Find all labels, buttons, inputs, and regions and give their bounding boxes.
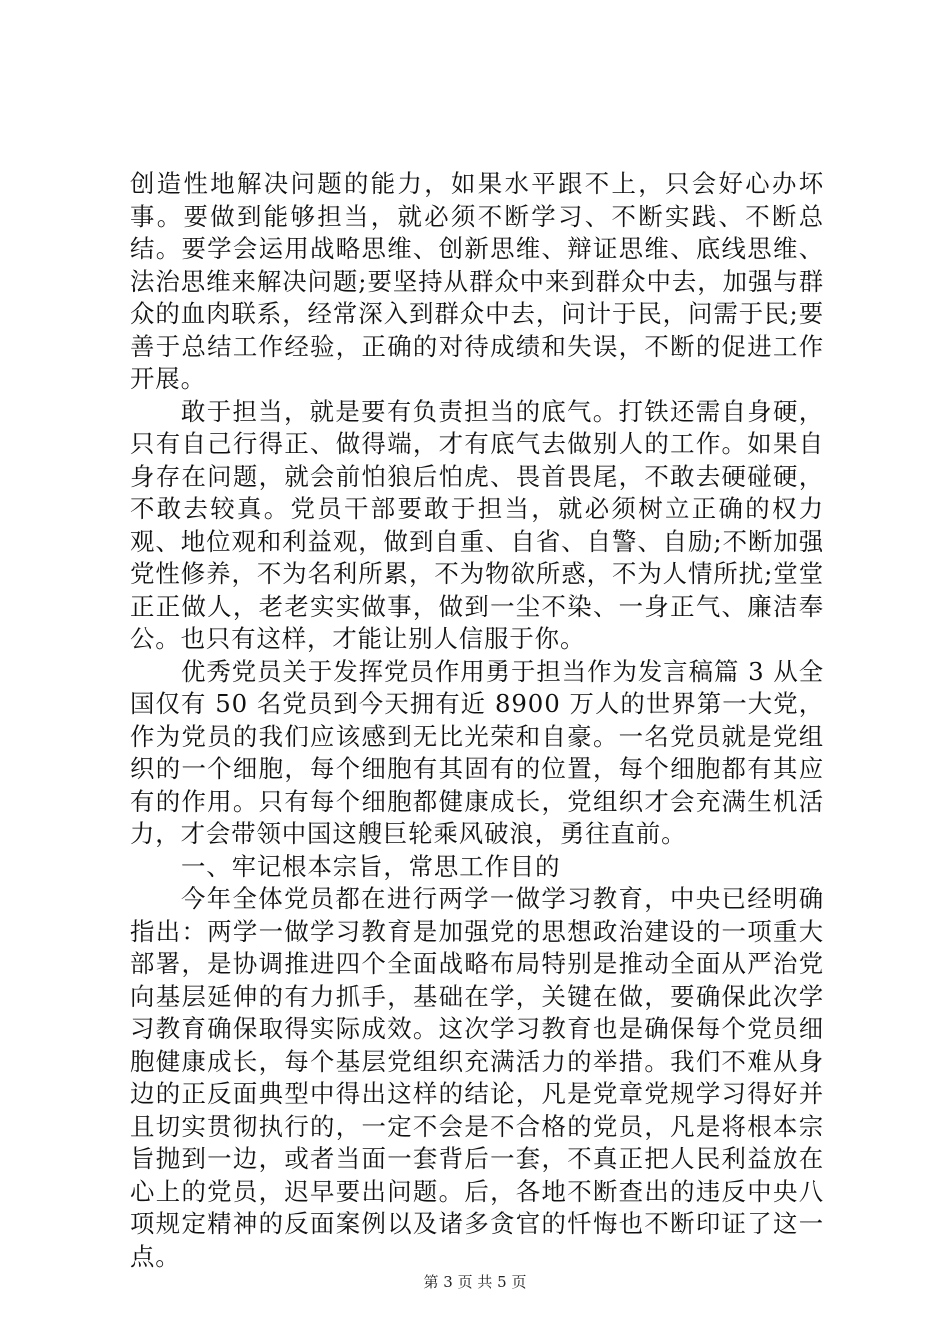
paragraph-continuation: 创造性地解决问题的能力，如果水平跟不上，只会好心办坏事。要做到能够担当，就必须不断学习、不断实践、不断总结。要学会运用战略思维、创新思维、辩证思维、底线思维、法治思维来解决问题;要坚持从群众中来到群众中去，加强与群众的血肉联系，经常深入到群众中去，问计于民，问需于民;要善于总结工作经验，正确的对待成绩和失误，不断的促进工作开展。 [130, 169, 824, 393]
paragraph-speech-part-3: 优秀党员关于发挥党员作用勇于担当作为发言稿篇 3 从全国仅有 50 名党员到今天拥有近 8900 万人的世界第一大党，作为党员的我们应该感到无比光荣和自豪。一名党员就是党组织的一个细胞，每个细胞有其固有的位置，每个细胞都有其应有的作用。只有每个细胞都健康成长，党组织才会充满生机活力，才会带领中国这艘巨轮乘风破浪，勇往直前。 [130, 656, 824, 848]
section-heading: 一、牢记根本宗旨，常思工作目的 [181, 851, 561, 881]
paragraph-courage-to-take-responsibility: 敢于担当，就是要有负责担当的底气。打铁还需自身硬，只有自己行得正、做得端，才有底气去做别人的工作。如果自身存在问题，就会前怕狼后怕虎、畏首畏尾，不敢去硬碰硬，不敢去较真。党员干部要敢于担当，就必须树立正确的权力观、地位观和利益观，做到自重、自省、自警、自励;不断加强党性修养，不为名利所累，不为物欲所惑，不为人情所扰;堂堂正正做人，老老实实做事，做到一尘不染、一身正气、廉洁奉公。也只有这样，才能让别人信服于你。 [130, 396, 824, 653]
page-number-footer: 第 3 页 共 5 页 [423, 1273, 527, 1291]
document-body [130, 168, 824, 1273]
paragraph-study-education: 今年全体党员都在进行两学一做学习教育，中央已经明确指出：两学一做学习教育是加强党的思想政治建设的一项重大部署，是协调推进四个全面战略布局特别是推动全面从严治党向基层延伸的有力抓手，基础在学，关键在做，要确保此次学习教育确保取得实际成效。这次学习教育也是确保每个党员细胞健康成长，每个基层党组织充满活力的举措。我们不难从身边的正反面典型中得出这样的结论，凡是党章党规学习得好并且切实贯彻执行的，一定不会是不合格的党员，凡是将根本宗旨抛到一边，或者当面一套背后一套，不真正把人民利益放在心上的党员，迟早要出问题。后，各地不断查出的违反中央八项规定精神的反面案例以及诸多贪官的忏悔也不断印证了这一点。 [130, 884, 824, 1271]
